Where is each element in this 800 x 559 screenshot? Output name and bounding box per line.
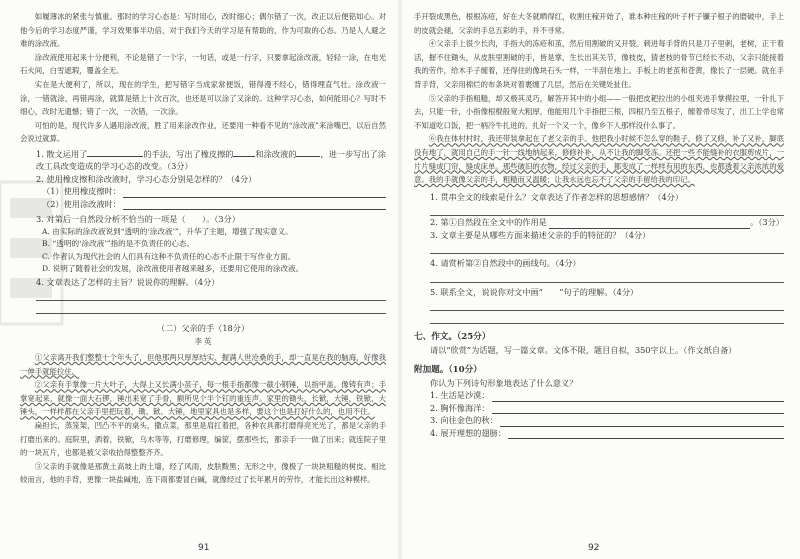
question-r5: 5. 联系全文，说说你对文中画“ ”句子的理解。（4分） (430, 286, 639, 297)
answer-line[interactable] (508, 430, 784, 439)
bonus-item-4: 4. 展开理想的翅膀： (414, 427, 784, 440)
answer-line[interactable] (549, 220, 750, 229)
intro-paragraph-3: 实在是大便利了，所以，现在的学生，把写错字当成家常便饭，错得漫不经心，错得理直气壮。涂改液一涂，一错就涂，再错再涂，就算是错上十次百次，也还是可以涂了又涂的。这种学习心态，如何能用心？写时不细心，改时无遗憾；错了一次，一次错，一次涂。 (20, 79, 386, 117)
question-r3: 3. 文章主要是从哪些方面来描述父亲的手的特征的？（4分） (430, 229, 651, 240)
bonus-item-2: 2. 胸怀像海洋： (414, 402, 784, 415)
page-number-left: 91 (198, 543, 210, 553)
answer-line[interactable] (430, 241, 784, 254)
composition-heading: 七、作文。（25分） (414, 332, 491, 343)
page-number-right: 92 (588, 543, 600, 553)
question-r2: 2. 第①自然段在全文中的作用是 。（3分） (430, 217, 784, 228)
answer-line[interactable] (123, 189, 386, 198)
story-paragraph-5: ④父亲手上很少长肉，手指大的冻疮和茧，然后用割破的又开裂。刺进每手背的只是刀子里刺，老树，正干着活，握不住锄头，从皮肤里割破的手，皆是掌，生长出其关节，像枝皮，猜老枝的骨节已经长不动，父亲只能接着我的劳作，给木手子缠着，还得住的像块石头一样，一半刮在地上。手板上的老茧和苍黄，像长了一层硬。就在手背手背，父亲用棉烂的布条块对着裹缠了几层，然后在关键处扯住。 (414, 39, 784, 89)
story-paragraph-1: ①父亲离开我们整整十个年头了，但他那两只厚厚结实、握满人世沧桑的手，却一直晃在我的脑海，好像我一伸手就能拉住。 (20, 353, 386, 376)
question-r1: 1. 贯串全文的线索是什么？文章表达了作者怎样的思想感情？（4分） (430, 191, 684, 202)
question-1: 1. 散文运用了 的手法，写出了橡皮擦的 和涂改液的 ，进一步写出了涂改工具改变造成的学习心态的改变。（3分） (36, 148, 386, 172)
answer-line[interactable] (123, 201, 386, 210)
section-title: （二）父亲的手（18分） (156, 323, 250, 334)
story-paragraph-4: ③父亲的手就像是那黄土高坡上的土墙，经了风雨，皮肤黢黑；无形之中，像极了一块块粗糙的树皮。相比较而言，他的手背，更像一块盐碱地，连下雨都要冒白碱，就像经过了长年累月的劳作，才能长出这种模样。 (20, 461, 386, 485)
story-paragraph-2: ②父亲有手掌像一片大叶子，大得上又长满小茧子，每一根手指都像一截小钢锤，以指甲盖，像铸有声；手掌宽起来，就像一面大石锣，锤出来宽了手骨，额所见个半个钉的重连声。家里的锄头，长锨，大锤，铁锨，大锤头，一样样都在父亲手里把玩着，锄、锨、大锤，地里家具也是多样，要这个也是打好什么的，也用不住。 (20, 380, 386, 417)
story-paragraph-6: ⑤父亲的手指粗糙，却又极其灵巧，解答开其中的小组——一般把皮耙拉出的小组夹进手掌摸拉里，一针扎下去，只能一针，小指像根棍般宽大粗厚，他能用几个手指把三根，四根乃至五根子，缠着帚尽发了，出工上学也常不知道吃口饭，把一柄冷牛扎进的，扎好一个又一个，像乡下人那样没什么事了。 (414, 93, 784, 130)
continued-paragraph: 手开裂成黑色，根根冻疮，好在大冬就晒得红，收割庄稼开始了，谁本种庄稼的叶子杆子镰子根子的磨破中，手上的皮就会褪，父亲的手总五彩的手，并不寻常。 (414, 12, 784, 35)
intro-paragraph-1: 如履薄冰的紧张与慎重。那时的学习心态是：写时用心，改时细心；偶尔错了一次，改正以后便铭如心。对他今后的学习态度严谨，学习效果事半功倍，对于我们今天的学习是有帮助的，作为可取的心态。乃是人人避之难的涂改液。 (20, 12, 386, 49)
answer-line[interactable] (430, 298, 784, 311)
right-page (400, 0, 800, 559)
answer-line[interactable] (430, 270, 784, 283)
question-3: 3. 对第后一自然段分析不恰当的一项是（ ）。（3分） (36, 214, 240, 225)
story-paragraph-7: ⑥我在体村村时，我还带装拿起在了老父亲的手。他把我小时候不怎么穿的鞋子，修了又修，补了又补，脚底没有地了，就用自己的手一针一线地纳起来，修修补补，从不让我的脚受冻。还把一些不能缝补的衣服剪成片，一片片缝成门帘，缝成床单。那些破旧的衣物，经过父亲的手，都变成了一样样有用的东西，也都透着父亲浓浓的爱意。我的手就像父亲的手，粗糙而又温暖；让我永远也忘不了父亲的手留给我的印记。 (414, 134, 784, 185)
option-b: B. “透明的‘涂改液’”指的是不负责任的心态。 (42, 239, 195, 249)
story-paragraph-3: 扁担长，蒸笼架，凹凸不平的桌头，撒点菜，那里是肩扛着把，各种农具都打磨得亮光光了，都是父亲的手打磨出来的。庭院里，洒着，铁锨，乌木等等，打磨修理，编筐，摆那些长，都亲手一一做了出来；就连院子里的一块瓦片，也都是被父亲收拾得整整齐齐。 (20, 421, 386, 458)
answer-line[interactable] (430, 311, 784, 324)
bonus-intro: 你认为下列诗句形象地表达了什么意义？ (430, 377, 578, 388)
answer-blank[interactable] (233, 148, 255, 157)
bonus-item-1: 1. 生活是沙漠： (414, 389, 784, 402)
bonus-item-3: 3. 向往金色的秋： (414, 414, 784, 427)
question-4: 4. 文章表达了怎样的主旨？说说你的理解。（4分） (36, 276, 220, 287)
answer-blank[interactable] (296, 148, 320, 157)
watermark-stamp (0, 178, 66, 328)
option-a: A. 由实际的涂改液说到“透明的‘涂改液’”，升华了主题，增强了现实意义。 (42, 226, 293, 236)
sub-question-1: （1）使用橡皮擦时： (20, 185, 386, 198)
answer-line[interactable] (36, 301, 386, 314)
answer-line[interactable] (492, 393, 784, 402)
sub-question-2: （2）使用涂改液时： (20, 198, 386, 211)
option-c: C. 作者认为现代社会的人们具有这种不负责任的心态不止限于写作业方面。 (42, 251, 296, 261)
composition-prompt: 请以“欣赏”为话题，写一篇文章。文体不限，题目自拟，350字以上。（作文纸自备） (430, 345, 737, 356)
question-2: 2. 使用橡皮擦和涂改液时，学习心态分别是怎样的？（4分） (36, 173, 257, 184)
author-name: 李 英 (194, 337, 212, 347)
option-d: D. 说明了随着社会的发展，涂改液使用者越来越多，还要用它使用的涂改液。 (42, 264, 304, 274)
answer-line[interactable] (430, 203, 784, 216)
answer-line[interactable] (36, 288, 386, 301)
bonus-heading: 附加题。（10分） (414, 364, 482, 375)
answer-line[interactable] (500, 418, 784, 427)
question-r4: 4. 请赏析第②自然段中的画线句。（4分） (430, 258, 581, 269)
answer-line[interactable] (492, 405, 784, 414)
intro-paragraph-2: 涂改液使用起来十分便利，不论是错了一个字，一句话，或是一行字，只要拿起涂改液，轻轻一涂，在电光石火间，白雪遮瑕，覆盖全无。 (20, 52, 386, 76)
intro-paragraph-4: 可怕的是，现代许多人遇用涂改液，胜了用来涂改作业，还要用一种看不见的“涂改液”来涂嘴巴，以后自然会说过就算。 (20, 120, 386, 144)
answer-blank[interactable] (87, 148, 143, 157)
